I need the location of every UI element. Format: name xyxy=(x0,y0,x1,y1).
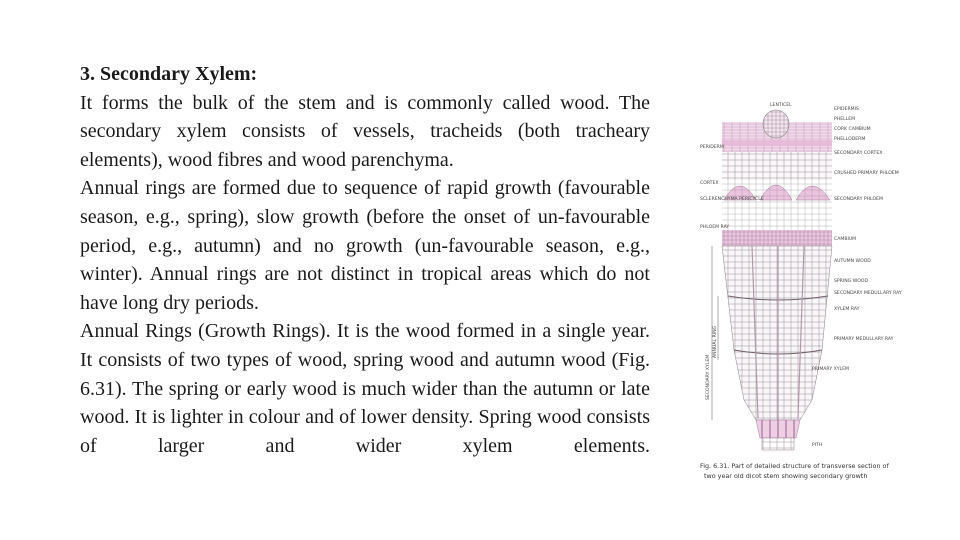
section-heading: 3. Secondary Xylem: xyxy=(80,63,258,85)
label-left-1: CORTEX xyxy=(700,181,719,186)
label-right-14: PITH xyxy=(812,443,823,448)
figure-caption-line-1: Fig. 6.31. Part of detailed structure of transverse section of xyxy=(700,462,889,470)
figure-caption-line-2: two year old dicot stem showing secondary growth xyxy=(704,472,868,480)
label-right-7: CAMBIUM xyxy=(834,237,857,242)
label-right-13: PRIMARY XYLEM xyxy=(812,367,849,372)
label-right-8: AUTUMN WOOD xyxy=(834,259,871,264)
label-vertical-0: SECONDARY XYLEM xyxy=(706,354,711,400)
label-right-9: SPRING WOOD xyxy=(834,279,869,284)
label-vertical-1: ANNUAL RING xyxy=(713,325,718,358)
label-top-0: LENTICEL xyxy=(770,103,792,108)
label-right-10: SECONDARY MEDULLARY RAY xyxy=(834,291,902,296)
paragraph-growth-rings: Annual Rings (Growth Rings). It is the wood formed in a single year. It consists of two types of wood, spring wood and autumn wood (Fig. 6.31). The spring or early wood is much wider than the autumn or late wood. It is lighter in colour and of lower density. Spring wood consists of larger and wider xylem elements. xyxy=(80,320,650,457)
label-right-5: CRUSHED PRIMARY PHLOEM xyxy=(834,171,899,176)
label-left-2: SCLERENCHYMA PERICYCLE xyxy=(700,197,764,202)
label-right-6: SECONDARY PHLOEM xyxy=(834,197,883,202)
label-right-12: PRIMARY MEDULLARY RAY xyxy=(834,337,894,342)
label-right-11: XYLEM RAY xyxy=(834,307,860,312)
text-block xyxy=(80,60,650,460)
stem-cross-section-figure xyxy=(700,100,902,500)
diagram-body xyxy=(712,110,832,450)
label-right-4: SECONDARY CORTEX xyxy=(834,151,883,156)
paragraph-annual-rings: Annual rings are formed due to sequence of rapid growth (favourable season, e.g., spring), slow growth (before the onset of un-favourable period, e.g., autumn) and no growth (un-favourable season, e.g., winter). Annual rings are not distinct in tropical areas which do not have long dry periods. xyxy=(80,177,650,314)
label-right-1: PHELLEM xyxy=(834,117,856,122)
label-left-3: PHLOEM RAY xyxy=(700,225,730,230)
label-right-2: CORK CAMBIUM xyxy=(834,127,871,132)
stem-diagram xyxy=(700,100,902,500)
label-right-3: PHELLODERM xyxy=(834,137,866,142)
paragraph-wood: It forms the bulk of the stem and is commonly called wood. The secondary xylem consists of vessels, tracheids (both tracheary elements), wood fibres and wood parenchyma. xyxy=(80,91,650,171)
label-right-0: EPIDERMIS xyxy=(834,107,859,112)
label-left-0: PERIDERM xyxy=(700,145,724,150)
